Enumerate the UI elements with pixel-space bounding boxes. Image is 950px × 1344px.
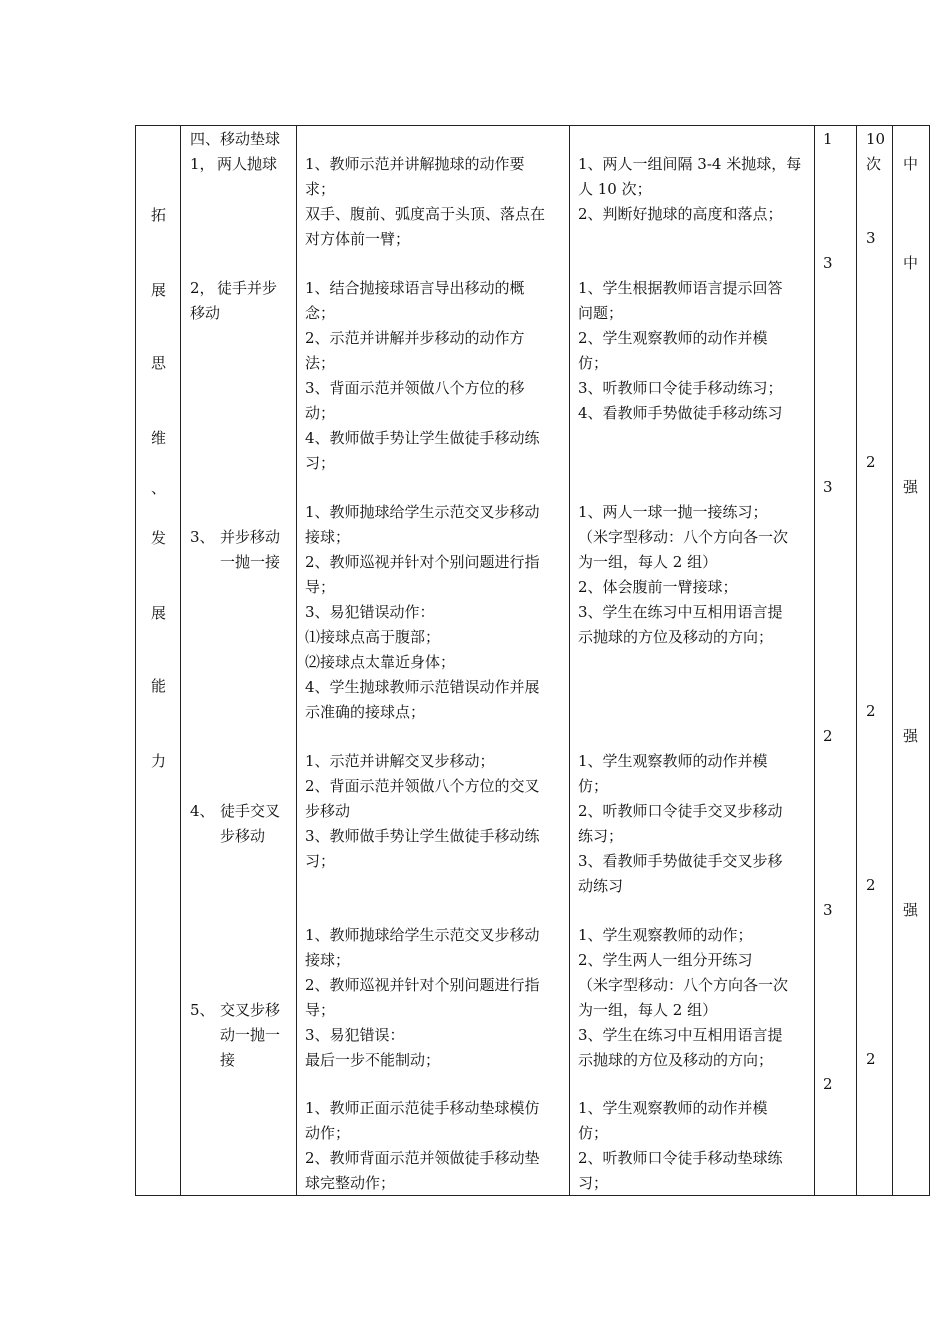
student-line: 2、听教师口令徒手交叉步移动 (578, 802, 783, 820)
item-title (217, 276, 277, 301)
teacher-line: 1、示范并讲解交叉步移动； (305, 752, 495, 770)
time-value: 2 (823, 1075, 833, 1093)
item-title-line: 接 (220, 1051, 236, 1069)
teacher-line: 2、教师巡视并针对个别问题进行指 (305, 553, 540, 571)
item-title-line: 徒手并步 (217, 279, 278, 297)
student-block (578, 276, 783, 426)
intensity-value: 中 (903, 155, 919, 173)
student-line: 人 10 次； (578, 180, 652, 198)
section-label-char: 维 (151, 429, 167, 447)
student-line: 1、两人一组间隔 3-4 米抛球，每 (578, 155, 802, 173)
teacher-line: 1、教师正面示范徒手移动垫球模仿 (305, 1099, 540, 1117)
item-number: 4、 (190, 802, 215, 820)
time-value: 1 (823, 130, 833, 148)
student-line: 仿； (578, 354, 609, 372)
teacher-line: 1、教师抛球给学生示范交叉步移动 (305, 926, 540, 944)
student-block (578, 500, 788, 650)
teacher-line: 示准确的接球点； (305, 703, 426, 721)
section-label-char: 拓 (151, 206, 167, 224)
student-line: 练习； (578, 827, 624, 845)
teacher-line: 2、背面示范并领做八个方位的交叉 (305, 777, 540, 795)
student-line: 为一组，每人 2 组） (578, 1001, 718, 1019)
student-line: 2、学生观察教师的动作并模 (578, 329, 768, 347)
teacher-line: 3、教师做手势让学生做徒手移动练 (305, 827, 540, 845)
section-label-char: 能 (151, 677, 167, 695)
teacher-block (305, 1096, 540, 1196)
content-cell (181, 126, 297, 1196)
student-block (578, 1096, 783, 1196)
teacher-line: 导； (305, 1001, 336, 1019)
teacher-block (305, 152, 545, 252)
student-line: 4、看教师手势做徒手移动练习 (578, 404, 783, 422)
item-title-line: 步移动 (220, 827, 266, 845)
section-label-char: 、 (151, 479, 167, 497)
student-line: 3、学生在练习中互相用语言提 (578, 1026, 783, 1044)
student-line: 习； (578, 1174, 609, 1192)
teacher-line: 对方体前一臂； (305, 230, 411, 248)
item-title (217, 152, 277, 177)
teacher-line: 1、教师示范并讲解抛球的动作要 (305, 155, 525, 173)
count-value: 2 (866, 453, 876, 471)
teacher-line: ⑴接球点高于腹部； (305, 628, 441, 646)
student-line: 2、学生两人一组分开练习 (578, 951, 753, 969)
student-block (578, 923, 788, 1073)
count-cell (857, 126, 893, 1196)
teacher-line: 习； (305, 852, 336, 870)
section-label-char: 展 (151, 604, 167, 622)
item-title (220, 525, 280, 575)
time-cell (815, 126, 857, 1196)
teacher-block (305, 500, 540, 725)
teacher-line: 3、易犯错误： (305, 1026, 405, 1044)
student-line: 3、听教师口令徒手移动练习； (578, 379, 783, 397)
section-label-char: 发 (151, 529, 167, 547)
student-line: 2、判断好抛球的高度和落点； (578, 205, 783, 223)
teacher-line: 念； (305, 304, 336, 322)
teacher-line: 2、教师巡视并针对个别问题进行指 (305, 976, 540, 994)
item-title-line: 交叉步移 (220, 1001, 281, 1019)
student-line: 问题； (578, 304, 624, 322)
item-number: 2， (190, 279, 215, 297)
item-number: 5、 (190, 1001, 215, 1019)
student-line: 示抛球的方位及移动的方向； (578, 628, 774, 646)
time-value: 3 (823, 478, 833, 496)
count-value: 2 (866, 702, 876, 720)
time-value: 2 (823, 727, 833, 745)
teacher-block (305, 749, 540, 874)
section-label-char: 展 (151, 281, 167, 299)
teacher-line: 最后一步不能制动； (305, 1051, 441, 1069)
teacher-line: 2、教师背面示范并领做徒手移动垫 (305, 1149, 540, 1167)
teacher-block (305, 276, 540, 476)
count-value: 3 (866, 229, 876, 247)
teacher-line: 动作； (305, 1124, 351, 1142)
teacher-block (305, 923, 540, 1073)
teacher-line: 法； (305, 354, 336, 372)
intensity-cell (893, 126, 930, 1196)
count-value: 10 (866, 130, 886, 148)
time-value: 3 (823, 901, 833, 919)
item-title-line: 并步移动 (220, 528, 281, 546)
teacher-line: 求； (305, 180, 336, 198)
student-line: 1、学生根据教师语言提示回答 (578, 279, 783, 297)
item-title-line: 徒手交叉 (220, 802, 281, 820)
item-title-line: 两人抛球 (217, 155, 278, 173)
student-line: 1、学生观察教师的动作； (578, 926, 753, 944)
intensity-value: 强 (903, 727, 919, 745)
item-title (220, 998, 280, 1073)
section-label-char: 力 (151, 752, 167, 770)
item-title-line: 移动 (190, 304, 221, 322)
item-title (190, 301, 220, 326)
student-line: 示抛球的方位及移动的方向； (578, 1051, 774, 1069)
student-line: 仿； (578, 777, 609, 795)
student-line: 3、学生在练习中互相用语言提 (578, 603, 783, 621)
teacher-activity-cell (297, 126, 570, 1196)
student-line: 1、两人一球一抛一接练习； (578, 503, 768, 521)
student-line: 2、体会腹前一臂接球； (578, 578, 738, 596)
student-activity-cell (570, 126, 815, 1196)
student-line: 1、学生观察教师的动作并模 (578, 752, 768, 770)
teacher-line: 3、易犯错误动作： (305, 603, 435, 621)
teacher-line: 4、教师做手势让学生做徒手移动练 (305, 429, 540, 447)
student-line: （米字型移动：八个方向各一次 (578, 976, 789, 994)
count-value: 次 (866, 155, 882, 173)
teacher-line: 接球； (305, 528, 351, 546)
item-title-line: 一抛一接 (220, 553, 281, 571)
student-line: 2、听教师口令徒手移动垫球练 (578, 1149, 783, 1167)
student-line: （米字型移动：八个方向各一次 (578, 528, 789, 546)
teacher-line: 动； (305, 404, 336, 422)
lesson-plan-table (135, 125, 930, 1196)
teacher-line: 步移动 (305, 802, 351, 820)
student-line: 仿； (578, 1124, 609, 1142)
teacher-line: 3、背面示范并领做八个方位的移 (305, 379, 525, 397)
teacher-line: 双手、腹前、弧度高于头顶、落点在 (305, 205, 546, 223)
student-line: 3、看教师手势做徒手交叉步移 (578, 852, 783, 870)
count-value: 2 (866, 1050, 876, 1068)
student-line: 1、学生观察教师的动作并模 (578, 1099, 768, 1117)
teacher-line: 接球； (305, 951, 351, 969)
item-number: 3、 (190, 528, 215, 546)
time-value: 3 (823, 254, 833, 272)
intensity-value: 中 (903, 254, 919, 272)
teacher-line: 1、结合抛接球语言导出移动的概 (305, 279, 525, 297)
teacher-line: ⑵接球点太靠近身体； (305, 653, 456, 671)
item-title (220, 799, 280, 849)
intensity-value: 强 (903, 901, 919, 919)
teacher-line: 导； (305, 578, 336, 596)
intensity-value: 强 (903, 478, 919, 496)
section-label-cell (136, 126, 181, 1196)
student-line: 动练习 (578, 877, 624, 895)
section-label-char: 思 (151, 354, 167, 372)
teacher-line: 1、教师抛球给学生示范交叉步移动 (305, 503, 540, 521)
item-title-line: 动一抛一 (220, 1026, 281, 1044)
teacher-line: 球完整动作； (305, 1174, 396, 1192)
count-value: 2 (866, 876, 876, 894)
item-number: 1， (190, 155, 215, 173)
content-title: 四、移动垫球 (190, 130, 281, 148)
student-block (578, 152, 801, 227)
student-block (578, 749, 783, 899)
student-line: 为一组，每人 2 组） (578, 553, 718, 571)
teacher-line: 习； (305, 454, 336, 472)
teacher-line: 2、示范并讲解并步移动的动作方 (305, 329, 525, 347)
teacher-line: 4、学生抛球教师示范错误动作并展 (305, 678, 540, 696)
